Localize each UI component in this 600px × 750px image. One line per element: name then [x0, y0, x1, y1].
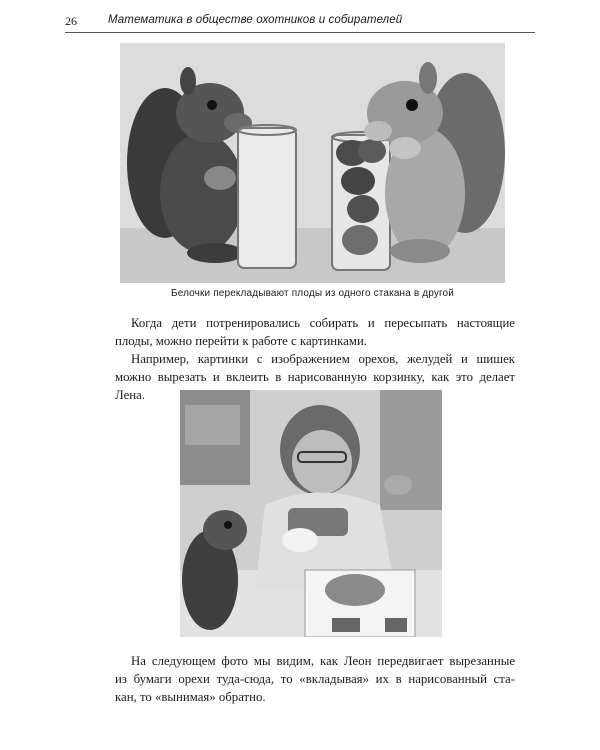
text-line: Лена.	[115, 388, 145, 402]
figure-caption: Белочки перекладывают плоды из одного стакана в другой	[170, 288, 455, 299]
page-number: 26	[65, 14, 77, 28]
text-line: На следующем фото мы видим, как Леон передвигает вырезанные	[131, 654, 515, 668]
text-line: кан, то «вынимая» обратно.	[115, 690, 266, 704]
text-line: плоды, можно перейти к работе с картинками.	[115, 334, 367, 348]
running-header	[65, 14, 535, 33]
child-photo	[180, 390, 442, 637]
text-line: из бумаги орехи туда-сюда, то «вкладывая» их в нарисованный ста-	[115, 672, 515, 686]
text-line: Например, картинки с изображением орехов, желудей и шишек	[131, 352, 515, 366]
squirrels-photo	[120, 43, 505, 283]
text-line: Когда дети потренировались собирать и пересыпать настоящие	[131, 316, 515, 330]
running-title: Математика в обществе охотников и собирателей	[108, 14, 403, 26]
paragraph-3	[115, 652, 515, 706]
text-line: можно вырезать и вклеить в нарисованную корзинку, как это делает	[115, 370, 515, 384]
